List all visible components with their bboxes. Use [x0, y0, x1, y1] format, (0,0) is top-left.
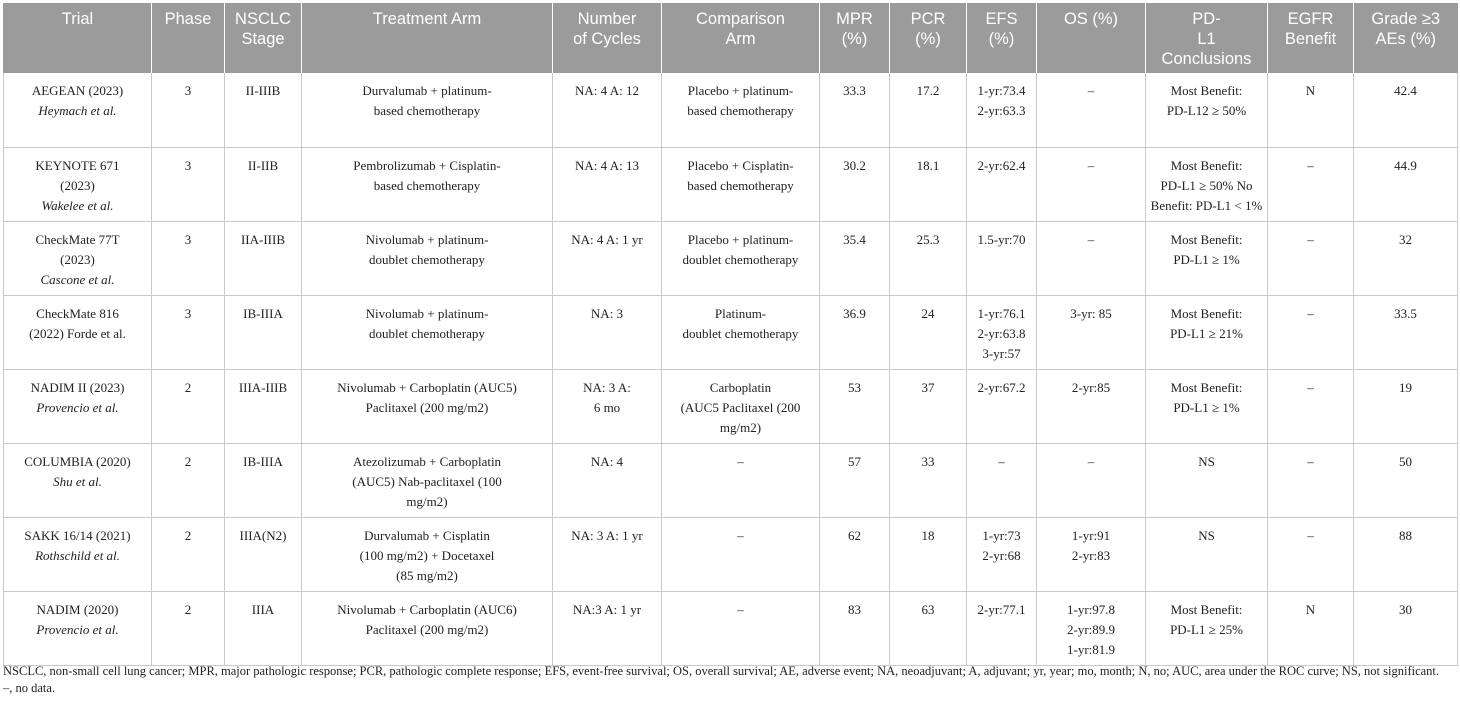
cycles-cell: NA: 4 A: 12 [553, 73, 662, 147]
phase-cell: 2 [152, 443, 225, 517]
ae-cell: 33.5 [1354, 295, 1458, 369]
comparison-cell: – [662, 443, 820, 517]
comparison-cell: Placebo + platinum- doublet chemotherapy [662, 221, 820, 295]
stage-cell: IIIA(N2) [225, 517, 302, 591]
comparison-cell: Carboplatin (AUC5 Paclitaxel (200 mg/m2) [662, 369, 820, 443]
stage-cell: II-IIB [225, 147, 302, 221]
treatment-cell: Nivolumab + platinum- doublet chemotherapy [302, 295, 553, 369]
column-header: Number of Cycles [553, 3, 662, 73]
mpr-cell: 53 [820, 369, 890, 443]
table-row [4, 295, 1458, 369]
phase-cell: 2 [152, 517, 225, 591]
table-row [4, 591, 1458, 665]
mpr-cell: 83 [820, 591, 890, 665]
efs-cell: 1.5-yr:70 [967, 221, 1037, 295]
pdl1-cell: Most Benefit: PD-L1 ≥ 1% [1146, 369, 1268, 443]
trial-author: Provencio et al. [36, 399, 119, 415]
egfr-cell: – [1268, 221, 1354, 295]
egfr-cell: – [1268, 517, 1354, 591]
phase-cell: 3 [152, 221, 225, 295]
trial-author: Provencio et al. [36, 621, 119, 637]
stage-cell: IB-IIIA [225, 295, 302, 369]
os-cell: – [1037, 147, 1146, 221]
efs-cell: 1-yr:76.1 2-yr:63.8 3-yr:57 [967, 295, 1037, 369]
phase-cell: 2 [152, 369, 225, 443]
ae-cell: 32 [1354, 221, 1458, 295]
pcr-cell: 18 [890, 517, 967, 591]
table-row [4, 443, 1458, 517]
table-row [4, 221, 1458, 295]
trial-cell [4, 147, 152, 221]
treatment-cell: Durvalumab + Cisplatin (100 mg/m2) + Docetaxel (85 mg/m2) [302, 517, 553, 591]
treatment-cell: Nivolumab + Carboplatin (AUC5) Paclitaxel (200 mg/m2) [302, 369, 553, 443]
egfr-cell: N [1268, 73, 1354, 147]
trial-author: Rothschild et al. [35, 547, 120, 563]
trial-cell [4, 517, 152, 591]
efs-cell: 2-yr:77.1 [967, 591, 1037, 665]
column-header: PD- L1 Conclusions [1146, 3, 1268, 73]
stage-cell: IIIA [225, 591, 302, 665]
mpr-cell: 35.4 [820, 221, 890, 295]
ae-cell: 44.9 [1354, 147, 1458, 221]
pdl1-cell: Most Benefit: PD-L12 ≥ 50% [1146, 73, 1268, 147]
pdl1-cell: NS [1146, 517, 1268, 591]
mpr-cell: 57 [820, 443, 890, 517]
cycles-cell: NA: 3 A: 1 yr [553, 517, 662, 591]
table-row [4, 369, 1458, 443]
cycles-cell: NA: 3 A: 6 mo [553, 369, 662, 443]
phase-cell: 2 [152, 591, 225, 665]
ae-cell: 88 [1354, 517, 1458, 591]
table-row [4, 147, 1458, 221]
pcr-cell: 25.3 [890, 221, 967, 295]
header-row [4, 3, 1458, 73]
trial-name: CheckMate 77T (2023) [35, 231, 120, 267]
phase-cell: 3 [152, 295, 225, 369]
trial-cell [4, 295, 152, 369]
trial-cell [4, 591, 152, 665]
pcr-cell: 24 [890, 295, 967, 369]
table-row [4, 73, 1458, 147]
pdl1-cell: Most Benefit: PD-L1 ≥ 1% [1146, 221, 1268, 295]
stage-cell: IIA-IIIB [225, 221, 302, 295]
treatment-cell: Durvalumab + platinum- based chemotherapy [302, 73, 553, 147]
comparison-cell: Placebo + platinum- based chemotherapy [662, 73, 820, 147]
table-row [4, 517, 1458, 591]
ae-cell: 42.4 [1354, 73, 1458, 147]
stage-cell: IB-IIIA [225, 443, 302, 517]
ae-cell: 30 [1354, 591, 1458, 665]
trial-author: Cascone et al. [40, 271, 115, 287]
trial-name: CheckMate 816 (2022) Forde et al. [29, 305, 126, 341]
egfr-cell: – [1268, 443, 1354, 517]
egfr-cell: N [1268, 591, 1354, 665]
pdl1-cell: Most Benefit: PD-L1 ≥ 21% [1146, 295, 1268, 369]
phase-cell: 3 [152, 73, 225, 147]
ae-cell: 50 [1354, 443, 1458, 517]
cycles-cell: NA: 4 A: 13 [553, 147, 662, 221]
stage-cell: II-IIIB [225, 73, 302, 147]
comparison-cell: Placebo + Cisplatin- based chemotherapy [662, 147, 820, 221]
pcr-cell: 33 [890, 443, 967, 517]
column-header: PCR (%) [890, 3, 967, 73]
column-header: Trial [4, 3, 152, 73]
column-header: OS (%) [1037, 3, 1146, 73]
treatment-cell: Pembrolizumab + Cisplatin- based chemotherapy [302, 147, 553, 221]
trial-author: Wakelee et al. [41, 197, 114, 213]
table-header [4, 3, 1458, 73]
phase-cell: 3 [152, 147, 225, 221]
comparison-cell: Platinum- doublet chemotherapy [662, 295, 820, 369]
trial-name: SAKK 16/14 (2021) [24, 527, 131, 543]
os-cell: – [1037, 221, 1146, 295]
egfr-cell: – [1268, 369, 1354, 443]
trial-cell [4, 73, 152, 147]
efs-cell: 2-yr:62.4 [967, 147, 1037, 221]
trial-name: NADIM (2020) [36, 601, 119, 617]
comparison-cell: – [662, 591, 820, 665]
pcr-cell: 17.2 [890, 73, 967, 147]
column-header: NSCLC Stage [225, 3, 302, 73]
mpr-cell: 62 [820, 517, 890, 591]
os-cell: 3-yr: 85 [1037, 295, 1146, 369]
efs-cell: 1-yr:73.4 2-yr:63.3 [967, 73, 1037, 147]
mpr-cell: 33.3 [820, 73, 890, 147]
efs-cell: 1-yr:73 2-yr:68 [967, 517, 1037, 591]
trial-cell [4, 369, 152, 443]
cycles-cell: NA:3 A: 1 yr [553, 591, 662, 665]
pdl1-cell: Most Benefit: PD-L1 ≥ 50% No Benefit: PD-L1 < 1% [1146, 147, 1268, 221]
column-header: Comparison Arm [662, 3, 820, 73]
egfr-cell: – [1268, 147, 1354, 221]
cycles-cell: NA: 4 A: 1 yr [553, 221, 662, 295]
table-body [4, 73, 1458, 665]
column-header: MPR (%) [820, 3, 890, 73]
trial-author: Heymach et al. [38, 103, 117, 118]
efs-cell: – [967, 443, 1037, 517]
trial-author: Shu et al. [53, 473, 102, 489]
os-cell: 1-yr:91 2-yr:83 [1037, 517, 1146, 591]
column-header: Phase [152, 3, 225, 73]
stage-cell: IIIA-IIIB [225, 369, 302, 443]
pdl1-cell: Most Benefit: PD-L1 ≥ 25% [1146, 591, 1268, 665]
cycles-cell: NA: 4 [553, 443, 662, 517]
ae-cell: 19 [1354, 369, 1458, 443]
trial-cell [4, 443, 152, 517]
comparison-cell: – [662, 517, 820, 591]
column-header: Treatment Arm [302, 3, 553, 73]
treatment-cell: Atezolizumab + Carboplatin (AUC5) Nab-paclitaxel (100 mg/m2) [302, 443, 553, 517]
os-cell: 1-yr:97.8 2-yr:89.9 1-yr:81.9 [1037, 591, 1146, 665]
pcr-cell: 37 [890, 369, 967, 443]
treatment-cell: Nivolumab + platinum- doublet chemotherapy [302, 221, 553, 295]
abbreviation-note: NSCLC, non-small cell lung cancer; MPR, major pathologic response; PCR, pathologic complete response; EFS, event-free survival; OS, overall survival; AE, adverse event; NA, neoadjuvant; A, adjuvant; yr, year; mo, month; N, no; AUC, area under the ROC curve; NS, not significant. [3, 664, 1440, 678]
pcr-cell: 18.1 [890, 147, 967, 221]
no-data-note: –, no data. [3, 681, 56, 695]
column-header: EFS (%) [967, 3, 1037, 73]
mpr-cell: 36.9 [820, 295, 890, 369]
os-cell: – [1037, 443, 1146, 517]
column-header: EGFR Benefit [1268, 3, 1354, 73]
os-cell: – [1037, 73, 1146, 147]
pcr-cell: 63 [890, 591, 967, 665]
pdl1-cell: NS [1146, 443, 1268, 517]
os-cell: 2-yr:85 [1037, 369, 1146, 443]
trial-name: AEGEAN (2023) [31, 83, 124, 98]
efs-cell: 2-yr:67.2 [967, 369, 1037, 443]
trial-name: NADIM II (2023) [30, 379, 125, 395]
trial-name: COLUMBIA (2020) [24, 453, 131, 469]
mpr-cell: 30.2 [820, 147, 890, 221]
trial-name: KEYNOTE 671 (2023) [35, 157, 120, 193]
cycles-cell: NA: 3 [553, 295, 662, 369]
egfr-cell: – [1268, 295, 1354, 369]
treatment-cell: Nivolumab + Carboplatin (AUC6) Paclitaxel (200 mg/m2) [302, 591, 553, 665]
trial-table-container [3, 3, 1457, 666]
trial-cell [4, 221, 152, 295]
trial-table [3, 3, 1458, 666]
column-header: Grade ≥3 AEs (%) [1354, 3, 1458, 73]
table-footnotes [3, 663, 1457, 697]
